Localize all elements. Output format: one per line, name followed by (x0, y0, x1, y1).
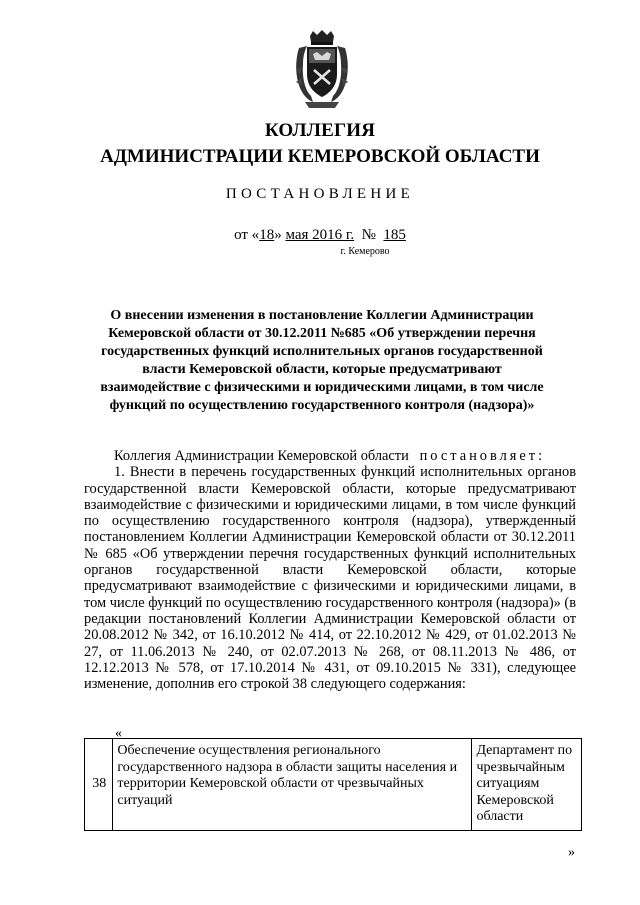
date-prefix: от « (234, 227, 260, 243)
document-type: ПОСТАНОВЛЕНИЕ (225, 186, 415, 202)
organization-line-1: КОЛЛЕГИЯ (264, 120, 376, 141)
date-day-close: » (274, 227, 282, 243)
city: г. Кемерово (340, 246, 390, 257)
title-line: функций по осуществлению государственного контроля (надзора)» (109, 398, 535, 413)
functions-table (84, 738, 582, 831)
title-line: государственных функций исполнительных органов государственной (101, 344, 543, 359)
row-function: Обеспечение осуществления регионального государственного надзора в области защиты населения и территории Кемеровской области от чрезвычайных ситуаций (113, 739, 472, 831)
decree-title (84, 307, 560, 415)
decree-number: 185 (383, 227, 406, 243)
opening-quote: « (115, 726, 122, 741)
title-line: О внесении изменения в постановление Коллегии Администрации (110, 308, 534, 323)
closing-quote: » (568, 845, 575, 860)
row-number: 38 (85, 739, 113, 831)
number-sign: № (361, 227, 376, 243)
table-row (85, 739, 582, 831)
item-1-paragraph: 1. Внести в перечень государственных функций исполнительных органов государственной власти Кемеровской области, которые предусматривают взаимодействие с физическими и юридическими лицами, в том числе функций по осуществлению государственного контроля (надзора), утвержденный постановлением Коллегии Администрации Кемеровской области от 30.12.2011 № 685 «Об утверждении перечня государственных функций исполнительных органов государственной власти Кемеровской области, которые предусматривают взаимодействие с физическими и юридическими лицами, в том числе функций по осуществлению государственного контроля (надзора)» (в редакции постановлений Коллегии Администрации Кемеровской области от 20.08.2012 № 342, от 16.10.2012 № 414, от 22.10.2012 № 429, от 01.02.2013 № 27, от 11.06.2013 № 240, от 02.07.2013 № 268, от 08.11.2013 № 486, от 12.12.2013 № 578, от 17.10.2014 № 431, от 09.10.2015 № 331), следующее изменение, дополнив его строкой 38 следующего содержания: (84, 464, 576, 693)
organization-line-2: АДМИНИСТРАЦИИ КЕМЕРОВСКОЙ ОБЛАСТИ (100, 146, 540, 167)
decree-body (84, 448, 576, 692)
title-line: власти Кемеровской области, которые предусматривают (142, 362, 502, 377)
row-department: Департамент по чрезвычайным ситуациям Кемеровской области (472, 739, 582, 831)
intro-verb: постановляет: (419, 448, 546, 464)
decree-date-line (0, 227, 640, 244)
coat-of-arms-icon (293, 30, 351, 110)
intro-paragraph: Коллегия Администрации Кемеровской области постановляет: (114, 448, 546, 464)
date-day: 18 (259, 227, 275, 243)
title-line: Кемеровской области от 30.12.2011 №685 «Об утверждении перечня (108, 326, 536, 341)
date-month-year: мая 2016 г. (285, 227, 355, 243)
title-line: взаимодействие с физическими и юридическими лицами, в том числе (100, 380, 544, 395)
